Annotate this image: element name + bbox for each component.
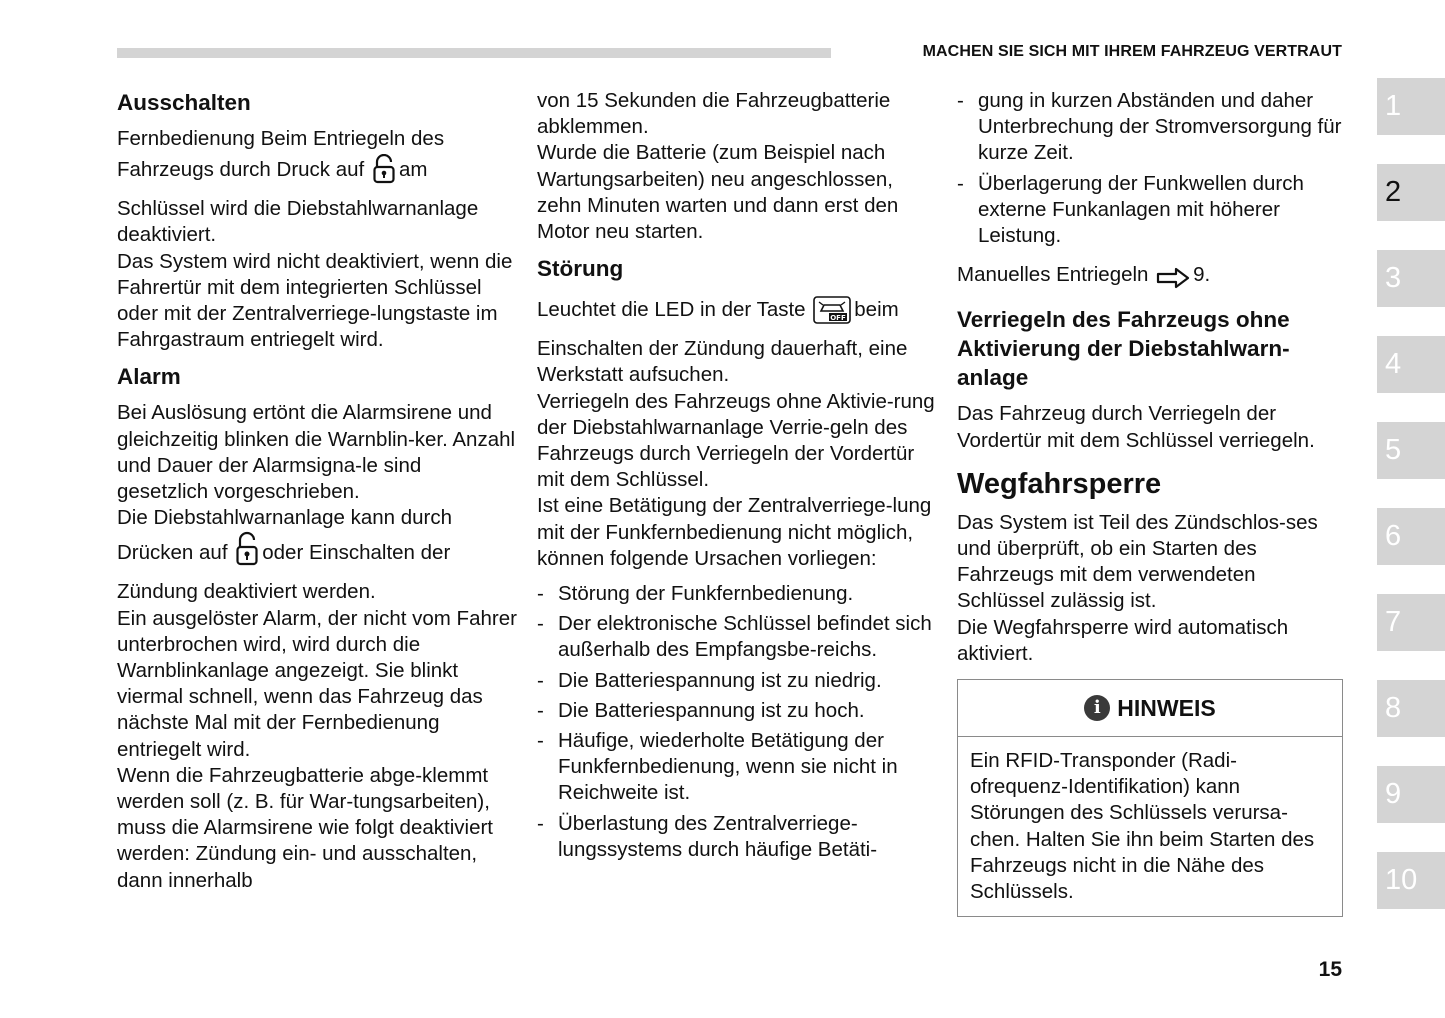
unlock-icon [235,531,259,579]
text: beim [854,298,899,322]
paragraph-alarm: Bei Auslösung ertönt die Alarmsirene und gleichzeitig blinken die Warnblin-ker. Anzahl und Dauer der Alarmsigna-le sind gesetzlich vorgeschrieben. [117,401,516,504]
list-item: - Störung der Funkfernbedienung. [537,581,937,607]
chapter-tab-5[interactable]: 5 [1377,422,1445,479]
text: Fernbedienung Beim Entriegeln des [117,127,445,150]
paragraph-led [537,292,937,388]
paragraph-abklemmen: von 15 Sekunden die Fahrzeugbatterie abklemmen. [537,89,891,139]
chapter-tab-6[interactable]: 6 [1377,508,1445,565]
text: am [398,158,428,182]
paragraph-automatisch: Die Wegfahrsperre wird automatisch aktiviert. [957,615,1289,665]
heading-wegfahrsperre: Wegfahrsperre [957,467,1162,500]
text: oder Einschalten der [262,541,451,565]
note-header [958,680,1342,737]
text: Einschalten der Zündung dauerhaft, eine Werkstatt aufsuchen. [537,337,908,387]
text: Manuelles Entriegeln [957,263,1149,287]
list-item: - Die Batteriespannung ist zu hoch. [537,698,937,724]
chapter-tab-9[interactable]: 9 [1377,766,1445,823]
paragraph-ursachen: Ist eine Betätigung der Zentralverriege-lung mit der Funkfernbedienung nicht möglich, können folgende Ursachen vorliegen: [537,494,932,570]
paragraph-verriegeln: Verriegeln des Fahrzeugs ohne Aktivie-rung der Diebstahlwarnanlage Verrie-geln des Fahrzeugs durch Verriegeln der Vordertür mit dem Schlüssel. [537,389,935,492]
paragraph-system: Das System wird nicht deaktiviert, wenn die Fahrertür mit dem integrierten Schlüssel oder mit der Zentralverriege-lungstaste im Fahrgastraum entriegelt wird. [117,249,513,352]
text: Fahrzeugs durch Druck auf [117,158,365,182]
text: Leuchtet die LED in der Taste [537,298,806,322]
alarm-off-button-icon [813,296,851,336]
text: 9. [1193,263,1211,287]
text: Die Diebstahlwarnanlage kann durch [117,506,453,530]
page-number: 15 [1318,958,1342,981]
list-item: - Überlagerung der Funkwellen durch externe Funkanlagen mit höherer Leistung. [957,171,1347,250]
manual-unlock-reference [957,262,1347,296]
column-2 [537,88,937,867]
chapter-title: MACHEN SIE SICH MIT IHREM FAHRZEUG VERTRAUT [922,43,1342,60]
heading-ausschalten: Ausschalten [117,90,251,115]
chapter-tab-8[interactable]: 8 [1377,680,1445,737]
arrow-right-icon [1156,267,1190,296]
heading-stoerung: Störung [537,256,624,282]
note-body: Ein RFID-Transponder (Radi-ofrequenz-Identifikation) kann Störungen des Schlüssels verursa-chen. Halten Sie ihn beim Starten des Fahrzeugs nicht in die Nähe des Schlüssels. [970,749,1315,904]
list-item: - Häufige, wiederholte Betätigung der Funkfernbedienung, wenn sie nicht in Reichweite ist. [537,728,937,807]
note-title: HINWEIS [1117,694,1216,721]
list-item-continued: - gung in kurzen Abständen und daher Unterbrechung der Stromversorgung für kurze Zeit. [957,88,1347,167]
paragraph-angeschlossen: Wurde die Batterie (zum Beispiel nach Wartungsarbeiten) neu angeschlossen, zehn Minuten warten und dann erst den Motor neu starten. [537,141,899,244]
unlock-icon [372,154,396,196]
svg-text:OFF: OFF [830,314,847,323]
column-3 [957,88,1347,917]
paragraph-wegfahrsperre: Das System ist Teil des Zündschlos-ses und überprüft, ob ein Starten des Fahrzeugs mit dem verwendeten Schlüssel zulässig ist. [957,510,1318,613]
list-item: - Der elektronische Schlüssel befindet sich außerhalb des Empfangsbe-reichs. [537,611,937,663]
paragraph-batterie: Wenn die Fahrzeugbatterie abge-klemmt werden soll (z. B. für War-tungsarbeiten), muss die Alarmsirene wie folgt deaktiviert werden: Zündung ein- und ausschalten, dann innerhalb [117,763,493,892]
text: Schlüssel wird die Diebstahlwarnanlage deaktiviert. [117,197,479,247]
heading-verriegeln: Verriegeln des Fahrzeugs ohne Aktivierung der Diebstahlwarn-anlage [957,307,1290,391]
text: Zündung deaktiviert werden. [117,580,376,604]
chapter-tab-3[interactable]: 3 [1377,250,1445,307]
paragraph-verriegeln-text: Das Fahrzeug durch Verriegeln der Vordertür mit dem Schlüssel verriegeln. [957,402,1315,452]
info-icon: i [1084,695,1110,721]
causes-list-continued [957,88,1347,249]
paragraph-ausgeloest: Ein ausgelöster Alarm, der nicht vom Fahrer unterbrochen wird, wird durch die Warnblinkanlage angezeigt. Sie blinkt viermal schnell, wenn das Fahrzeug das nächste Mal mit der Fernbedienung entriegelt wird. [117,606,517,761]
paragraph-entriegeln [117,126,517,249]
chapter-tab-4[interactable]: 4 [1377,336,1445,393]
note-box [957,679,1343,917]
column-1 [117,88,517,894]
chapter-tab-7[interactable]: 7 [1377,594,1445,651]
list-item: - Überlastung des Zentralverriege-lungssystems durch häufige Betäti- [537,811,937,863]
causes-list [537,581,937,863]
chapter-tab-2[interactable]: 2 [1377,164,1445,221]
chapter-tab-10[interactable]: 10 [1377,852,1445,909]
list-item: - Die Batteriespannung ist zu niedrig. [537,668,937,694]
text: Drücken auf [117,541,228,565]
header-bar [117,48,831,58]
paragraph-deaktivieren [117,505,517,605]
chapter-tab-1[interactable]: 1 [1377,78,1445,135]
heading-alarm: Alarm [117,364,181,390]
